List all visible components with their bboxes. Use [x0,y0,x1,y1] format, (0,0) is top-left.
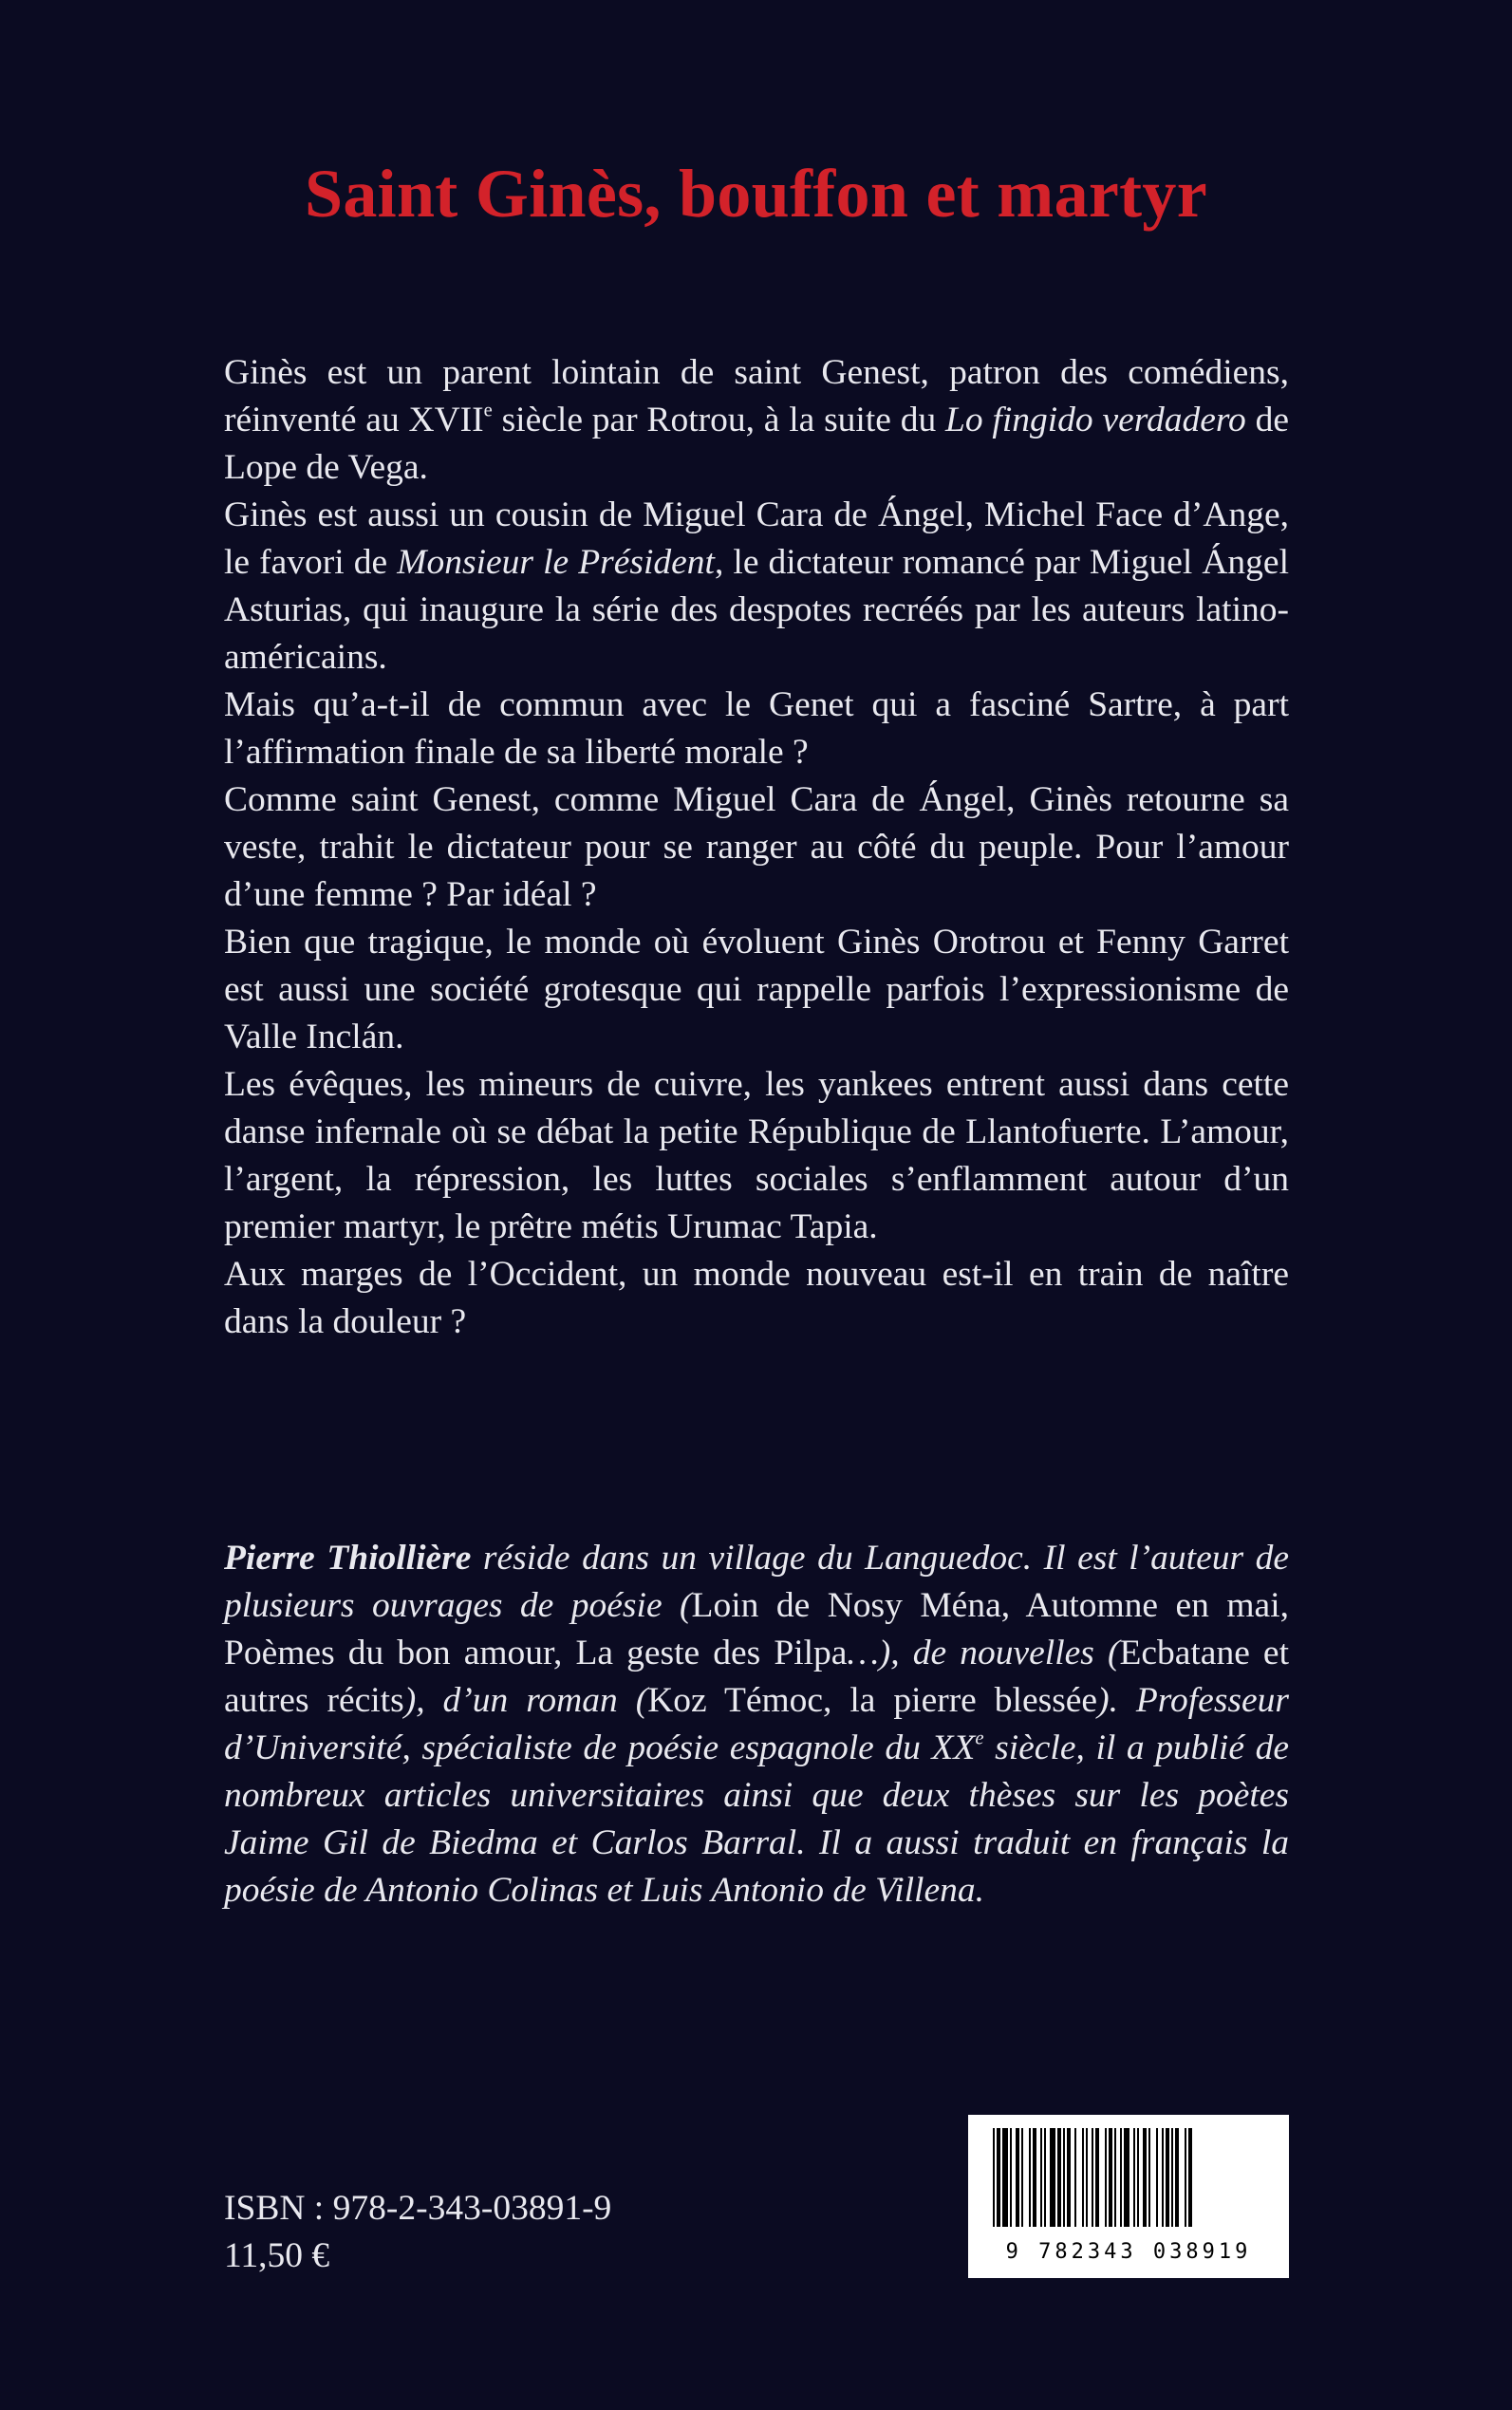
barcode-bar [1057,2128,1061,2227]
synopsis-text: Ginès est aussi un cousin de Miguel Cara de Ángel, Michel Face d’Ange, le favori de [224,495,1289,582]
synopsis-paragraph: Bien que tragique, le monde où évoluent Ginès Orotrou et Fenny Garret est aussi une société grotesque qui rappelle parfois l’expressionisme de Valle Inclán. [224,923,1289,1056]
barcode-bar [1133,2128,1135,2227]
work-title: Loin de Nosy Ména, Automne en mai, Poèmes du bon amour, La geste des Pilpa [224,1586,1289,1672]
synopsis-paragraph: Aux marges de l’Occident, un monde nouveau est-il en train de naître dans la douleur ? [224,1255,1289,1341]
barcode-bar [1021,2128,1023,2227]
barcode-bar [1082,2128,1084,2227]
synopsis-paragraph [224,492,1289,682]
barcode-bar [1175,2128,1179,2227]
barcode-bar [1143,2128,1147,2227]
barcode-bar [1162,2128,1164,2227]
barcode-bar [1092,2128,1093,2227]
synopsis-text: siècle par Rotrou, à la suite du [492,401,945,439]
barcode-bar [1188,2128,1192,2227]
bio-text: …), de nouvelles ( [847,1634,1120,1672]
work-title: Lo fingido verdadero [945,401,1246,439]
superscript: e [975,1728,984,1749]
barcode-bar [1095,2128,1099,2227]
book-title: Saint Ginès, bouffon et martyr [305,156,1207,232]
synopsis-text: de Lope de Vega. [224,401,1289,487]
barcode [968,2115,1289,2278]
barcode-bar [1109,2128,1112,2227]
barcode-bar [1040,2128,1042,2227]
synopsis-paragraph [224,349,1289,492]
barcode-bar [1016,2128,1019,2227]
bio-text: réside dans un village du Languedoc. Il est l’auteur de plusieurs ouvrages de poésie ( [224,1539,1289,1625]
barcode-bar [1044,2128,1046,2227]
barcode-bar [1086,2128,1088,2227]
barcode-bar [1137,2128,1139,2227]
barcode-bar [1148,2128,1150,2227]
author-name: Pierre Thiollière [224,1539,472,1578]
barcode-bar [1002,2128,1008,2227]
barcode-bar [1171,2128,1173,2227]
barcode-bar [1120,2128,1122,2227]
synopsis-paragraph: Comme saint Genest, comme Miguel Cara de Ángel, Ginès retourne sa veste, trahit le dictateur pour se ranger au côté du peuple. Pour l’amour d’une femme ? Par idéal ? [224,780,1289,914]
barcode-bar [1050,2128,1055,2227]
bio-text: ). Professeur d’Université, spécialiste de poésie espagnole du XX [224,1681,1289,1767]
barcode-bar [1010,2128,1012,2227]
synopsis-text: , le dictateur romancé par Miguel Ángel Asturias, qui inaugure la série des despotes recréés par les auteurs latino-américains. [224,543,1289,677]
barcode-bar [1105,2128,1107,2227]
author-bio [224,1535,1289,1915]
barcode-bar [1156,2128,1158,2227]
barcode-bar [1063,2128,1065,2227]
barcode-bar [1114,2128,1116,2227]
barcode-bar [1124,2128,1129,2227]
barcode-bar [1074,2128,1076,2227]
superscript: e [483,400,493,421]
isbn: ISBN : 978-2-343-03891-9 [224,2189,612,2228]
isbn-price-block [224,2185,611,2280]
barcode-number: 9 782343 038919 [1005,2240,1252,2264]
synopsis-paragraph: Mais qu’a-t-il de commun avec le Genet qui a fasciné Sartre, à part l’affirmation finale de sa liberté morale ? [224,685,1289,772]
bio-text: ), d’un roman ( [403,1681,648,1720]
work-title: Ecbatane et autres récits [224,1634,1289,1720]
barcode-bar [997,2128,1000,2227]
work-title: Monsieur le Président [397,543,715,582]
barcode-bar [1029,2128,1031,2227]
barcode-bar [1067,2128,1071,2227]
work-title: Koz Témoc, la pierre blessée [647,1681,1098,1720]
bio-text: siècle, il a publié de nombreux articles universitaires ainsi que deux thèses sur les poètes Jaime Gil de Biedma et Carlos Barral. Il a aussi traduit en français la poésie de Antonio Colinas et Luis Antonio de Villena. [224,1728,1289,1910]
barcode-bar [1185,2128,1186,2227]
barcode-bar [1033,2128,1036,2227]
barcode-bars [981,2128,1276,2234]
price: 11,50 € [224,2236,330,2275]
synopsis [224,349,1289,1346]
barcode-bar [1166,2128,1169,2227]
barcode-bar [993,2128,995,2227]
synopsis-text: Ginès est un parent lointain de saint Genest, patron des comédiens, réinventé au XVII [224,353,1289,439]
synopsis-paragraph: Les évêques, les mineurs de cuivre, les yankees entrent aussi dans cette danse infernale où se débat la petite République de Llantofuerte. L’amour, l’argent, la répression, les luttes sociales s’enflamment autour d’un premier martyr, le prêtre métis Urumac Tapia. [224,1065,1289,1246]
